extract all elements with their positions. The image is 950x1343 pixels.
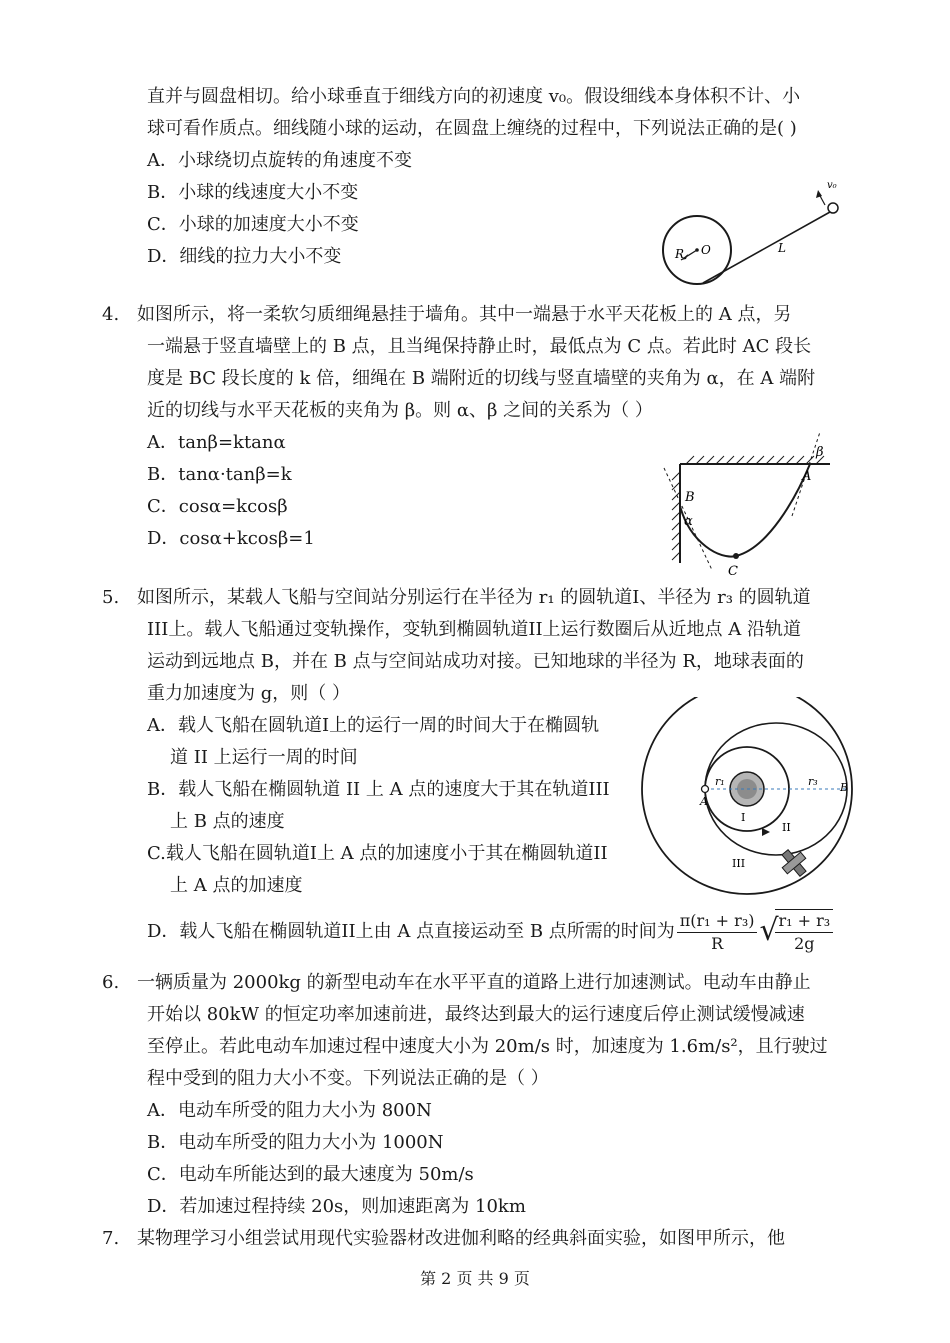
orbit-direction-arrow-icon: [762, 828, 770, 836]
ceiling-hatch: [686, 456, 824, 464]
q6-number: 6.: [102, 972, 120, 993]
point-a-marker: [702, 786, 709, 793]
label-a: A: [700, 795, 708, 808]
q5-text-line-2: III上。载人飞船通过变轨操作，变轨到椭圆轨道II上运行数圈后从近地点 A 沿轨道: [147, 619, 801, 640]
point-c-dot: [733, 553, 739, 559]
q3-text-line-1: 直并与圆盘相切。给小球垂直于细线方向的初速度 v₀。假设细线本身体积不计、小: [147, 86, 801, 107]
label-l: L: [778, 241, 786, 255]
page-footer: 第 2 页 共 9 页: [420, 1269, 530, 1288]
q5-figure-orbits: [632, 697, 862, 897]
q6-text-line-4: 程中受到的阻力大小不变。下列说法正确的是（ ）: [147, 1068, 549, 1089]
q5-text-line-1: 如图所示，某载人飞船与空间站分别运行在半径为 r₁ 的圆轨道I、半径为 r₃ 的圆轨道: [137, 587, 811, 608]
sqrt-denominator: 2g: [794, 934, 815, 953]
label-a: A: [802, 469, 812, 484]
q5-text-line-4: 重力加速度为 g，则（ ）: [147, 683, 350, 704]
q6-option-c[interactable]: C．电动车所能达到的最大速度为 50m/s: [147, 1164, 474, 1185]
label-b: B: [685, 490, 695, 505]
q5-option-a-cont: 道 II 上运行一周的时间: [170, 747, 358, 768]
label-o: O: [701, 243, 711, 257]
sqrt-numerator: r₁ + r₃: [775, 910, 833, 933]
q4-option-d[interactable]: D．cosα+kcosβ=1: [147, 528, 315, 549]
sqrt-icon: √: [759, 913, 779, 948]
q5-option-c-cont: 上 A 点的加速度: [170, 875, 303, 896]
q5-text-line-3: 运动到远地点 B，并在 B 点与空间站成功对接。已知地球的半径为 R，地球表面的: [147, 651, 804, 672]
q5-option-d[interactable]: [147, 904, 833, 960]
q3-text-line-2: 球可看作质点。细线随小球的运动，在圆盘上缠绕的过程中，下列说法正确的是( ): [147, 118, 797, 139]
q5-option-b[interactable]: B．载人飞船在椭圆轨道 II 上 A 点的速度大于其在轨道III: [147, 779, 610, 800]
wall-hatch: [672, 472, 680, 560]
label-b: B: [840, 781, 849, 794]
fraction-denominator: R: [711, 933, 724, 953]
label-iii: III: [732, 857, 746, 870]
label-beta: β: [816, 445, 824, 460]
q6-text-line-3: 至停止。若此电动车加速过程中速度大小为 20m/s 时，加速度为 1.6m/s²，且行驶过: [147, 1036, 828, 1057]
q4-figure-rope: [650, 428, 840, 578]
q7-text-line-1: 某物理学习小组尝试用现代实验器材改进伽利略的经典斜面实验，如图甲所示，他: [137, 1228, 785, 1249]
label-r3: r₃: [808, 775, 818, 788]
q4-number: 4.: [102, 304, 120, 325]
q5-option-a[interactable]: A．载人飞船在圆轨道I上的运行一周的时间大于在椭圆轨: [147, 715, 600, 736]
q6-option-a[interactable]: A．电动车所受的阻力大小为 800N: [147, 1100, 432, 1121]
q6-text-line-2: 开始以 80kW 的恒定功率加速前进，最终达到最大的运行速度后停止测试缓慢减速: [147, 1004, 805, 1025]
q4-text-line-2: 一端悬于竖直墙壁上的 B 点，且当绳保持静止时，最低点为 C 点。若此时 AC 段长: [147, 336, 812, 357]
q5-option-c[interactable]: C.载人飞船在圆轨道I上 A 点的加速度小于其在椭圆轨道II: [147, 843, 608, 864]
q5-number: 5.: [102, 587, 120, 608]
label-v0: v₀: [827, 180, 837, 191]
q4-option-b[interactable]: B．tanα·tanβ=k: [147, 464, 292, 485]
q5-option-b-cont: 上 B 点的速度: [170, 811, 285, 832]
q4-option-c[interactable]: C．cosα=kcosβ: [147, 496, 288, 517]
q6-option-b[interactable]: B．电动车所受的阻力大小为 1000N: [147, 1132, 444, 1153]
q7-number: 7.: [102, 1228, 120, 1249]
q3-option-c[interactable]: C．小球的加速度大小不变: [147, 214, 359, 235]
label-ii: II: [782, 821, 791, 834]
rope-curve: [680, 464, 810, 557]
q3-option-a[interactable]: A．小球绕切点旋转的角速度不变: [147, 150, 412, 171]
q3-figure-disc-string: [655, 170, 855, 290]
fraction-numerator: π(r₁ + r₃): [677, 910, 758, 933]
q3-option-d[interactable]: D．细线的拉力大小不变: [147, 246, 342, 267]
q5-option-d-fraction: [677, 910, 758, 955]
ball: [828, 203, 838, 213]
q6-option-d[interactable]: D．若加速过程持续 20s，则加速距离为 10km: [147, 1196, 526, 1217]
q4-text-line-4: 近的切线与水平天花板的夹角为 β。则 α、β 之间的关系为（ ）: [147, 400, 653, 421]
q5-option-d-text: D．载人飞船在椭圆轨道II上由 A 点直接运动至 B 点所需的时间为: [147, 921, 675, 942]
q4-text-line-3: 度是 BC 段长度的 k 倍，细绳在 B 端附近的切线与竖直墙壁的夹角为 α，在 A 端附: [147, 368, 816, 389]
label-c: C: [728, 564, 738, 578]
center-dot: [695, 248, 699, 252]
string-line: [703, 212, 830, 283]
q6-text-line-1: 一辆质量为 2000kg 的新型电动车在水平平直的道路上进行加速测试。电动车由静止: [137, 972, 811, 993]
q3-option-b[interactable]: B．小球的线速度大小不变: [147, 182, 359, 203]
q4-text-line-1: 如图所示，将一柔软匀质细绳悬挂于墙角。其中一端悬于水平天花板上的 A 点，另: [137, 304, 792, 325]
label-i: I: [741, 811, 746, 824]
q5-option-d-sqrt: [759, 909, 833, 955]
q4-option-a[interactable]: A．tanβ=ktanα: [147, 432, 286, 453]
label-alpha: α: [684, 514, 693, 529]
label-r: R: [675, 247, 685, 261]
label-r1: r₁: [715, 775, 725, 788]
